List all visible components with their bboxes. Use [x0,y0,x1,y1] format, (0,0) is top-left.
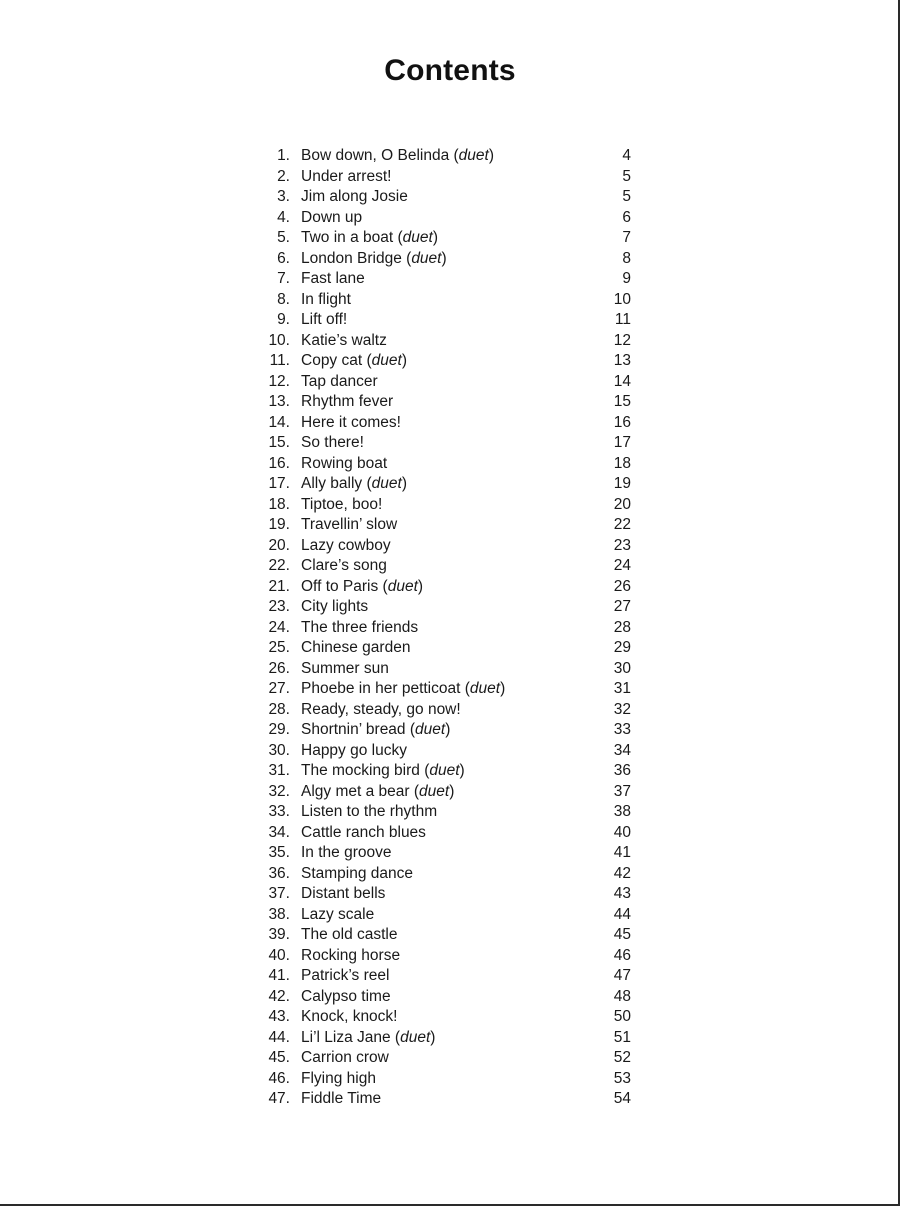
entry-title-text: Lift off! [301,311,348,328]
entry-title [301,659,389,680]
entry-page-number: 40 [613,823,631,841]
entry-title: Two in a boat (duet) [301,229,439,246]
entry-page-number: 54 [613,1090,631,1107]
entry-page-number: 34 [613,741,631,759]
entry-number: 18. [268,495,290,513]
entry-number: 31. [268,762,290,779]
entry-title-text: The mocking bird [301,762,420,779]
entry-title [301,167,391,188]
entry-number: 26. [268,659,290,677]
entry-number: 9. [277,311,290,328]
entry-page-number: 42 [613,864,631,882]
contents-entry [260,864,640,885]
entry-page-number: 17 [613,434,631,451]
entry-number: 29. [268,721,290,738]
entry-title [301,597,368,618]
entry-number: 6. [277,249,290,267]
entry-number: 34. [268,823,290,841]
contents-entry [260,905,640,926]
contents-list [260,146,640,1110]
entry-title [301,1089,381,1110]
contents-entry [260,474,640,495]
contents-entry [260,946,640,967]
entry-note: duet [469,680,501,697]
entry-title-text: Clare’s song [301,557,387,574]
entry-title [301,187,408,208]
entry-page-number: 30 [613,659,631,677]
entry-page-number: 16 [613,413,631,431]
entry-number: 37. [268,885,290,902]
entry-title [301,802,437,823]
entry-number: 47. [268,1090,290,1107]
entry-note: duet [458,147,489,164]
entry-note: duet [415,721,446,738]
entry-title-text: Travellin’ slow [301,516,398,533]
contents-entry [260,208,640,229]
entry-title-text: Li’l Liza Jane [301,1028,391,1046]
entry-title-text: Katie’s waltz [301,331,387,349]
entry-title-text: The three friends [301,618,419,636]
entry-number: 15. [268,434,290,451]
entry-title-text: City lights [301,598,369,615]
entry-title [301,925,398,946]
entry-title [301,864,413,885]
entry-title-text: Down up [301,208,363,226]
entry-page-number: 11 [614,311,631,328]
entry-page-number: 32 [613,700,631,718]
entry-number: 27. [268,680,290,697]
entry-note: duet [371,352,402,369]
entry-title-text: Ally bally [301,475,363,492]
entry-title-text: Patrick’s reel [301,967,390,984]
entry-number: 16. [268,454,290,472]
entry-page-number: 9 [622,270,631,287]
contents-entry [260,392,640,413]
entry-title-text: In flight [301,290,351,308]
entry-page-number: 10 [613,290,631,308]
entry-page-number: 48 [613,987,631,1005]
entry-page-number: 29 [613,639,631,656]
entry-title-text: Lazy cowboy [301,536,391,554]
contents-entry [260,720,640,741]
contents-entry [260,741,640,762]
entry-page-number: 37 [613,782,631,800]
contents-entry [260,495,640,516]
entry-title: The mocking bird (duet) [301,762,465,779]
entry-title [301,700,461,721]
contents-entry [260,1069,640,1090]
entry-number: 35. [268,844,290,861]
entry-number: 32. [268,782,290,800]
entry-page-number: 31 [613,680,631,697]
entry-page-number: 22 [613,516,631,533]
entry-number: 14. [268,413,290,431]
entry-title: London Bridge (duet) [301,249,447,267]
entry-number: 23. [268,598,290,615]
entry-number: 33. [268,803,290,820]
entry-number: 22. [268,557,290,574]
contents-entry [260,454,640,475]
contents-entry [260,679,640,700]
entry-title: Ally bally (duet) [301,475,407,492]
entry-note: duet [429,762,460,779]
entry-title-text: Rowing boat [301,454,388,472]
entry-title-text: Tiptoe, boo! [301,495,383,513]
entry-page-number: 8 [622,249,631,267]
entry-title-text: Tap dancer [301,372,378,390]
entry-title [301,269,365,290]
entry-note: duet [402,229,433,246]
contents-entry [260,884,640,905]
entry-title-text: Summer sun [301,659,389,677]
contents-entry [260,659,640,680]
contents-entry [260,618,640,639]
entry-title: Off to Paris (duet) [301,577,424,595]
entry-title-text: Here it comes! [301,413,401,431]
entry-title-text: Knock, knock! [301,1008,398,1025]
entry-page-number: 19 [613,475,631,492]
entry-title-text: Ready, steady, go now! [301,700,461,718]
entry-page-number: 28 [613,618,631,636]
entry-page-number: 44 [613,905,631,923]
contents-entry [260,515,640,536]
entry-title-text: Stamping dance [301,864,414,882]
contents-entry [260,167,640,188]
entry-title [301,905,374,926]
contents-entry [260,433,640,454]
entry-page-number: 36 [613,762,631,779]
entry-number: 39. [268,926,290,943]
entry-title [301,1048,389,1069]
entry-title-text: Under arrest! [301,167,392,185]
entry-number: 2. [277,167,290,185]
entry-title: Algy met a bear (duet) [301,782,455,800]
contents-entry [260,536,640,557]
entry-number: 46. [268,1069,290,1087]
entry-note: duet [400,1028,431,1046]
entry-page-number: 23 [613,536,631,554]
entry-title [301,310,347,331]
entry-page-number: 5 [622,167,631,185]
contents-entry [260,1007,640,1028]
entry-title-text: Lazy scale [301,905,375,923]
entry-number: 30. [268,741,290,759]
entry-title-text: Shortnin’ bread [301,721,406,738]
contents-entry [260,1028,640,1049]
entry-title-text: Listen to the rhythm [301,803,438,820]
entry-number: 20. [268,536,290,554]
entry-number: 13. [268,393,290,410]
entry-note: duet [371,475,402,492]
entry-title-text: Distant bells [301,885,386,902]
entry-title-text: Fiddle Time [301,1090,382,1107]
entry-title [301,1007,398,1028]
entry-page-number: 33 [613,721,631,738]
entry-number: 41. [268,967,290,984]
contents-entry [260,372,640,393]
entry-page-number: 4 [622,147,631,164]
entry-title [301,638,410,659]
entry-page-number: 15 [613,393,631,410]
entry-page-number: 20 [613,495,631,513]
contents-entry [260,700,640,721]
entry-title [301,372,378,393]
entry-number: 8. [277,290,290,308]
entry-page-number: 26 [613,577,631,595]
entry-title [301,495,382,516]
entry-page-number: 45 [613,926,631,943]
entry-title-text: Fast lane [301,270,365,287]
entry-title [301,515,397,536]
contents-entry [260,843,640,864]
entry-page-number: 24 [613,557,631,574]
entry-number: 40. [268,946,290,964]
entry-page-number: 41 [613,844,631,861]
contents-entry [260,966,640,987]
contents-entry [260,638,640,659]
entry-title-text: Rhythm fever [301,393,394,410]
entry-title-text: Calypso time [301,987,391,1005]
entry-page-number: 13 [613,352,631,369]
entry-title [301,884,385,905]
entry-title [301,556,387,577]
contents-entry [260,802,640,823]
contents-entry [260,782,640,803]
contents-entry [260,310,640,331]
entry-title: Phoebe in her petticoat (duet) [301,680,506,697]
entry-title [301,392,393,413]
contents-entry [260,351,640,372]
entry-title-text: Rocking horse [301,946,401,964]
entry-title-text: Flying high [301,1069,376,1087]
entry-title: Shortnin’ bread (duet) [301,721,451,738]
entry-number: 10. [268,331,290,349]
entry-number: 45. [268,1049,290,1066]
contents-entry [260,597,640,618]
entry-number: 1. [277,147,290,164]
entry-number: 43. [268,1008,290,1025]
contents-entry [260,290,640,311]
entry-title-text: Two in a boat [301,229,394,246]
entry-page-number: 14 [613,372,631,390]
contents-entry [260,228,640,249]
entry-note: duet [411,249,442,267]
entry-page-number: 50 [613,1008,631,1025]
entry-page-number: 6 [622,208,631,226]
entry-title-text: Happy go lucky [301,741,407,759]
entry-number: 11. [269,352,290,369]
entry-title [301,823,426,844]
entry-number: 44. [268,1028,290,1046]
entry-title-text: Carrion crow [301,1049,389,1066]
entry-title [301,1069,376,1090]
entry-title-text: Cattle ranch blues [301,823,426,841]
entry-title-text: Phoebe in her petticoat [301,680,461,697]
entry-page-number: 27 [613,598,631,615]
contents-entry [260,249,640,270]
contents-entry [260,1089,640,1110]
entry-number: 24. [268,618,290,636]
entry-number: 42. [268,987,290,1005]
entry-title [301,331,387,352]
contents-entry [260,1048,640,1069]
entry-number: 12. [268,372,290,390]
entry-title [301,454,387,475]
contents-entry [260,577,640,598]
entry-number: 19. [268,516,290,533]
entry-title: Copy cat (duet) [301,352,407,369]
entry-title-text: Algy met a bear [301,782,410,800]
entry-page-number: 52 [613,1049,631,1066]
entry-title [301,536,391,557]
entry-number: 28. [268,700,290,718]
entry-number: 17. [268,475,290,492]
entry-title [301,290,351,311]
entry-title-text: Copy cat [301,352,363,369]
entry-page-number: 43 [613,885,631,902]
entry-title: Li’l Liza Jane (duet) [301,1028,436,1046]
entry-title-text: So there! [301,434,364,451]
entry-number: 38. [268,905,290,923]
entry-title-text: In the groove [301,844,392,861]
entry-number: 7. [277,270,290,287]
entry-title [301,946,400,967]
contents-entry [260,187,640,208]
contents-entry [260,331,640,352]
contents-entry [260,761,640,782]
contents-entry [260,987,640,1008]
entry-page-number: 18 [613,454,631,472]
entry-number: 5. [277,229,290,246]
contents-entry [260,146,640,167]
contents-entry [260,269,640,290]
entry-title [301,618,418,639]
entry-page-number: 7 [622,229,631,246]
entry-page-number: 46 [613,946,631,964]
entry-title [301,208,362,229]
entry-title-text: London Bridge [301,249,402,267]
entry-number: 4. [277,208,290,226]
entry-title [301,413,401,434]
contents-entry [260,556,640,577]
entry-number: 36. [268,864,290,882]
entry-note: duet [419,782,450,800]
entry-number: 21. [268,577,290,595]
entry-number: 25. [268,639,290,656]
entry-page-number: 47 [613,967,631,984]
entry-number: 3. [277,188,290,205]
entry-title [301,966,389,987]
entry-title [301,987,391,1008]
entry-page-number: 53 [613,1069,631,1087]
entry-title [301,433,364,454]
contents-entry [260,823,640,844]
page-title: Contents [384,54,516,88]
entry-page-number: 38 [613,803,631,820]
contents-entry [260,413,640,434]
contents-entry [260,925,640,946]
entry-page-number: 5 [622,188,631,205]
entry-title [301,741,407,762]
entry-title-text: Jim along Josie [301,188,408,205]
entry-title-text: Bow down, O Belinda [301,147,450,164]
entry-title-text: Chinese garden [301,639,411,656]
entry-page-number: 51 [613,1028,631,1046]
entry-title-text: The old castle [301,926,398,943]
entry-page-number: 12 [613,331,631,349]
entry-title-text: Off to Paris [301,577,379,595]
entry-title [301,843,391,864]
entry-title: Bow down, O Belinda (duet) [301,147,495,164]
entry-note: duet [387,577,418,595]
